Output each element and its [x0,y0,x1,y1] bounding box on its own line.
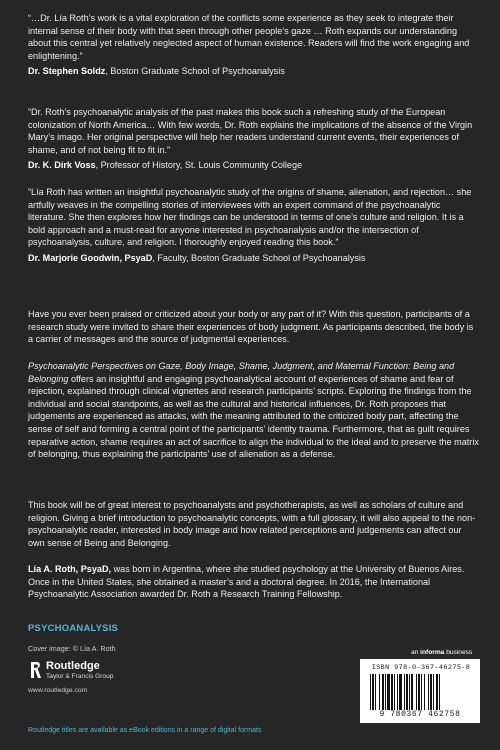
endorsement-attribution [28,159,480,172]
routledge-logo-icon [28,661,42,679]
endorser-name: Dr. Marjorie Goodwin, PsyaD [28,252,153,263]
informa-business-label: an informa business [411,649,473,656]
endorsement-quote: “Dr. Roth’s psychoanalytic analysis of the past makes this book such a refreshing study of the European colonization of North America… With few words, Dr. Roth explains the implications of the absence of the Virgin Mary’s imago. Her original perspective will help her readers understand current events, their experiences of shame, and of not being fit to fit in.” [28,107,473,155]
endorsement-1 [28,12,480,78]
endorsement-attribution [28,65,480,78]
author-bio-text: was born in Argentina, where she studied psychology at the University of Buenos Aires. Once in the United States, she obtained a master’s and a doctoral degree. In 2016, the International Psychoanalytic Association awarded Dr. Roth a Research Training Fellowship. [28,564,465,600]
author-name: Lía A. Roth, PsyaD, [28,564,112,574]
endorsement-3 [28,186,480,265]
publisher-logo [28,660,148,696]
blurb-paragraph-3: This book will be of great interest to psychoanalysts and psychotherapists, as well as scholars of culture and religion. Giving a brief introduction to psychoanalytic concepts, with a full glossary, it will also appeal to the non-psychoanalytic reader, interested in body image and how related perceptions and judgements can affect our own sense of Being and Belonging. [28,500,476,548]
book-title: Psychoanalytic Perspectives on Gaze, Body Image, Shame, Judgment, and Maternal Function: Being and Belonging [28,361,455,384]
endorser-affiliation: , Faculty, Boston Graduate School of Psychoanalysis [152,252,366,263]
endorsement-attribution [28,252,480,265]
blurb-paragraph-2 [28,360,480,461]
blurb-paragraph-2-text: offers an insightful and engaging psychoanalytical account of experiences of shame and fear of rejection, explained through clinical vignettes and research participants’ scripts. Exploring the findings from the individual and social standpoints, as well as the cultural and historical influences, Dr. Roth proposes that judgements are experienced as attacks, with the meaning attributed to the criticized body part, affecting the sense of self and forming a central point of the participants’ identity trauma. Furthermore, that as guilt requires reparative action, shame requires an act of sacrifice to align the individual to the ideal and to preserve the matrix of belonging, thus explaining the participants’ use of alienation as a defense. [28,373,479,460]
ebook-note: Routledge titles are available as eBook editions in a range of digital formats [28,727,262,734]
endorser-name: Dr. K. Dirk Voss [28,160,96,171]
endorser-affiliation: , Boston Graduate School of Psychoanalysis [105,66,285,77]
publisher-name: Routledge [46,660,100,672]
subject-category: PSYCHOANALYSIS [28,623,119,634]
endorser-affiliation: , Professor of History, St. Louis Community College [95,160,303,171]
publisher-url[interactable]: www.routledge.com [28,687,88,694]
cover-credit: Cover image: © Lía A. Roth [28,644,116,653]
endorsement-2 [28,106,480,172]
author-bio [28,563,480,601]
blurb-paragraph-1: Have you ever been praised or criticized about your body or any part of it? With this question, participants of a research study were invited to share their experiences of body judgment. As participants described, the body is a carrier of messages and the source of judgmental experiences. [28,309,474,345]
barcode-digits: 9 780367 462758 [379,710,461,719]
barcode-icon [370,674,472,710]
endorser-name: Dr. Stephen Soldz [28,66,106,77]
endorsement-quote: “Lía Roth has written an insightful psychoanalytic study of the origins of shame, alienation, and rejection… she artfully weaves in the compelling stories of interviewees with an expert command of the psychoanalytic literature. She then explores how her findings can be understood in terms of one’s culture and religion. It is a bold approach and a must-read for anyone interested in psychoanalysis and/or the intersection of psychoanalysis, culture, and religion. I thoroughly enjoyed reading this book.” [28,187,472,248]
isbn-text: ISBN 978-0-367-46275-8 [371,664,471,672]
endorsement-quote: “…Dr. Lía Roth’s work is a vital exploration of the conflicts some experience as they seek to integrate their internal sense of their body with that seen through other people’s gaze … Roth expands our understanding about this central yet relatively neglected aspect of human existence. Readers will find the work engaging and enlightening.” [28,13,470,61]
informa-wordmark: informa [420,649,445,656]
publisher-group: Taylor & Francis Group [46,673,114,680]
